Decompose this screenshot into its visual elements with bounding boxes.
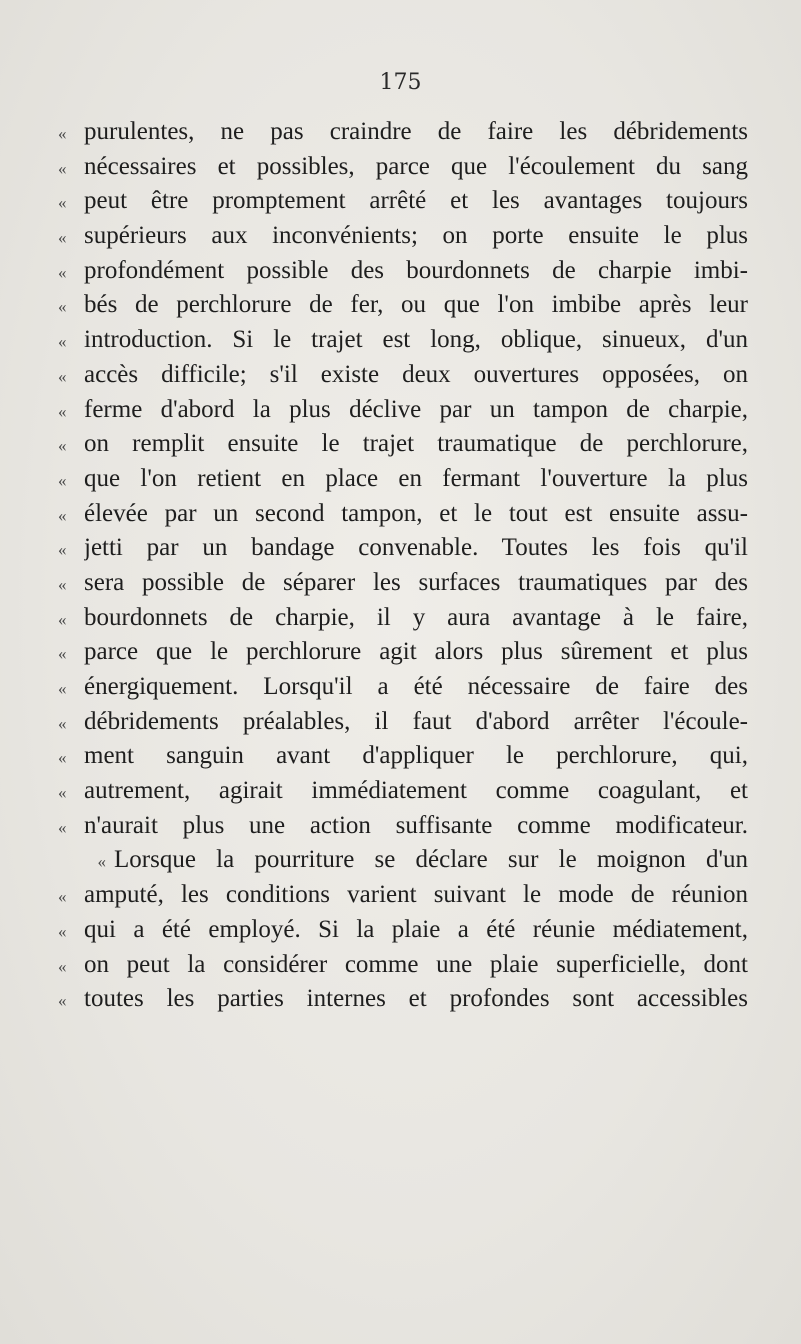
- quote-mark: «: [58, 817, 67, 837]
- text-line: [58, 222, 748, 257]
- text-line: [58, 638, 748, 673]
- text-line: [58, 500, 748, 535]
- text-line: [58, 985, 748, 1020]
- line-text: on remplit ensuite le trajet traumatique de perchlorure,: [84, 430, 748, 458]
- line-text: élevée par un second tampon, et le tout est ensuite assu-: [84, 499, 748, 527]
- quote-mark: «: [58, 505, 67, 525]
- text-line: [58, 846, 748, 881]
- quote-mark: «: [58, 366, 67, 386]
- line-text: n'aurait plus une action suffisante comme modificateur.: [84, 811, 748, 839]
- page-number: 175: [379, 70, 422, 95]
- quote-mark: «: [58, 609, 67, 629]
- quote-mark: «: [58, 297, 67, 317]
- line-text: introduction. Si le trajet est long, oblique, sinueux, d'un: [84, 326, 748, 354]
- line-text: Lorsque la pourriture se déclare sur le moignon d'un: [114, 846, 748, 874]
- line-text: qui a été employé. Si la plaie a été réunie médiatement,: [84, 915, 748, 943]
- text-line: [58, 604, 748, 639]
- line-text: débridements préalables, il faut d'abord arrêter l'écoule-: [84, 707, 748, 735]
- text-line: [58, 118, 748, 153]
- quote-mark: «: [58, 193, 67, 213]
- quote-mark: «: [58, 332, 67, 352]
- quote-mark: «: [58, 956, 67, 976]
- line-text: supérieurs aux inconvénients; on porte ensuite le plus: [84, 222, 748, 250]
- quote-mark: «: [58, 262, 67, 282]
- line-text: ment sanguin avant d'appliquer le perchlorure, qui,: [84, 742, 748, 770]
- text-line: [58, 326, 748, 361]
- text-line: [58, 153, 748, 188]
- quote-mark: «: [58, 540, 67, 560]
- quote-mark: «: [58, 783, 67, 803]
- line-text: bés de perchlorure de fer, ou que l'on imbibe après leur: [84, 291, 748, 319]
- quote-mark: «: [58, 124, 67, 143]
- text-line: [58, 812, 748, 847]
- text-line: [58, 257, 748, 292]
- line-text: autrement, agirait immédiatement comme coagulant, et: [84, 777, 748, 805]
- text-line: [58, 187, 748, 222]
- text-line: [58, 465, 748, 500]
- text-line: [58, 291, 748, 326]
- text-line: [58, 742, 748, 777]
- line-text: profondément possible des bourdonnets de charpie imbi-: [84, 256, 748, 284]
- line-text: ferme d'abord la plus déclive par un tampon de charpie,: [84, 395, 748, 423]
- quote-mark: «: [58, 991, 67, 1011]
- quote-mark: «: [58, 887, 67, 907]
- text-line: [58, 916, 748, 951]
- text-line: [58, 951, 748, 986]
- quote-mark: «: [58, 748, 67, 768]
- quote-mark: «: [58, 436, 67, 456]
- line-text: sera possible de séparer les surfaces traumatiques par des: [84, 568, 748, 596]
- line-text: jetti par un bandage convenable. Toutes les fois qu'il: [84, 534, 748, 562]
- quote-mark: «: [58, 644, 67, 664]
- text-line: [58, 777, 748, 812]
- text-line: [58, 569, 748, 604]
- line-text: bourdonnets de charpie, il y aura avantage à le faire,: [84, 603, 748, 631]
- text-line: [58, 881, 748, 916]
- quote-mark: «: [58, 713, 67, 733]
- text-line: [58, 673, 748, 708]
- quote-mark: «: [97, 852, 106, 872]
- text-line: [58, 534, 748, 569]
- line-text: nécessaires et possibles, parce que l'écoulement du sang: [84, 152, 748, 180]
- line-text: énergiquement. Lorsqu'il a été nécessaire de faire des: [84, 673, 748, 700]
- quote-mark: «: [58, 470, 67, 490]
- line-text: purulentes, ne pas craindre de faire les débridements: [84, 118, 748, 145]
- line-text: accès difficile; s'il existe deux ouvertures opposées, on: [84, 360, 748, 388]
- quote-mark: «: [58, 921, 67, 941]
- text-line: [58, 430, 748, 465]
- line-text: que l'on retient en place en fermant l'ouverture la plus: [84, 464, 748, 492]
- quote-mark: «: [58, 401, 67, 421]
- quote-mark: «: [58, 679, 67, 698]
- text-line: [58, 708, 748, 743]
- line-text: toutes les parties internes et profondes sont accessibles: [84, 985, 748, 1013]
- line-text: amputé, les conditions varient suivant le mode de réunion: [84, 881, 748, 909]
- body-text: [58, 118, 748, 1020]
- line-text: on peut la considérer comme une plaie superficielle, dont: [84, 950, 748, 978]
- quote-mark: «: [58, 228, 67, 248]
- quote-mark: «: [58, 574, 67, 594]
- line-text: peut être promptement arrêté et les avantages toujours: [84, 187, 748, 215]
- text-line: [58, 361, 748, 396]
- text-line: [58, 396, 748, 431]
- line-text: parce que le perchlorure agit alors plus sûrement et plus: [84, 638, 748, 666]
- quote-mark: «: [58, 158, 67, 178]
